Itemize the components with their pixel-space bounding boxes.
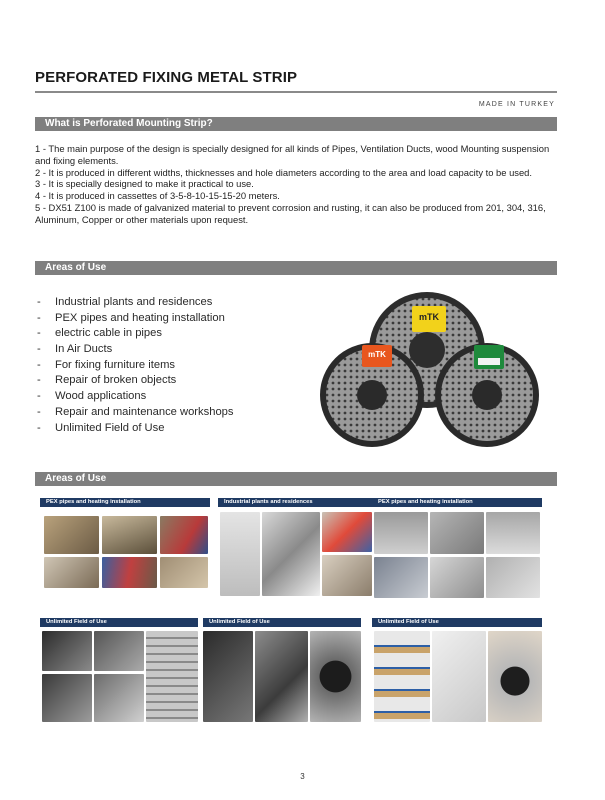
photo <box>322 512 372 552</box>
photo <box>160 557 208 588</box>
section-bar-what-is: What is Perforated Mounting Strip? <box>35 117 557 131</box>
list-item: - In Air Ducts <box>37 343 113 356</box>
areas-of-use-list <box>37 295 233 436</box>
list-item: - Repair and maintenance workshops <box>37 405 234 418</box>
title-divider <box>35 91 557 93</box>
photo <box>486 512 540 554</box>
photo <box>94 631 144 671</box>
photo <box>374 557 428 598</box>
photo <box>42 674 92 722</box>
list-item: - Unlimited Field of Use <box>37 421 165 434</box>
gallery-panel <box>218 498 373 598</box>
photo <box>146 631 198 722</box>
description-paragraph: 4 - It is produced in cassettes of 3-5-8-10-15-15-20 meters. <box>35 190 280 202</box>
gallery-panel <box>40 498 210 588</box>
photo <box>44 516 99 554</box>
photo <box>42 631 92 671</box>
panel-header: Unlimited Field of Use <box>372 618 542 627</box>
photo <box>262 512 320 596</box>
page-number: 3 <box>300 772 305 781</box>
photo <box>94 674 144 722</box>
description-paragraph: 1 - The main purpose of the design is specially designed for all kinds of Pipes, Ventilation Ducts, wood Mounting suspension and fixing elements. <box>35 143 550 166</box>
section-bar-areas-of-use: Areas of Use <box>35 261 557 275</box>
gallery-panel <box>203 618 361 722</box>
photo <box>310 631 361 722</box>
list-item: - PEX pipes and heating installation <box>37 311 225 324</box>
gallery-panel <box>372 618 542 722</box>
panel-header: PEX pipes and heating installation <box>40 498 210 507</box>
list-item: - electric cable in pipes <box>37 327 162 340</box>
photo <box>432 631 486 722</box>
photo <box>160 516 208 554</box>
photo <box>430 512 484 554</box>
list-item: - For fixing furniture items <box>37 358 175 371</box>
photo <box>486 557 540 598</box>
photo <box>220 512 260 596</box>
list-item: - Industrial plants and residences <box>37 296 213 308</box>
description-paragraph: 2 - It is produced in different widths, thicknesses and hole diameters according to the area and load capacity to be used. <box>35 166 532 178</box>
panel-header: PEX pipes and heating installation <box>372 498 542 507</box>
coil-logo-text: mTK <box>368 350 386 359</box>
gallery-panel <box>40 618 198 722</box>
list-item: - Wood applications <box>37 390 147 403</box>
photo <box>322 555 372 596</box>
photo <box>374 631 430 722</box>
coil-logo-text: mTK <box>419 312 439 322</box>
made-in-label: MADE IN TURKEY <box>478 101 555 108</box>
list-item: - Repair of broken objects <box>37 374 177 387</box>
panel-header: Industrial plants and residences <box>218 498 373 507</box>
panel-header: Unlimited Field of Use <box>40 618 198 627</box>
photo <box>488 631 542 722</box>
photo <box>203 631 253 722</box>
description-text <box>35 143 560 226</box>
page-title: PERFORATED FIXING METAL STRIP <box>35 69 298 86</box>
section-bar-areas-of-use-gallery: Areas of Use <box>35 472 557 486</box>
panel-header: Unlimited Field of Use <box>203 618 361 627</box>
description-paragraph: 3 - It is specially designed to make it practical to use. <box>35 178 254 190</box>
gallery-panel <box>372 498 542 598</box>
description-paragraph: 5 - DX51 Z100 is made of galvanized material to prevent corrosion and rusting, it can also be produced from 201, 304, 316, Aluminum, Copper or other materials upon request. <box>35 201 546 225</box>
photo <box>255 631 308 722</box>
product-coils-image <box>312 290 542 450</box>
photo <box>102 516 157 554</box>
photo <box>44 557 99 588</box>
photo <box>430 557 484 598</box>
photo <box>374 512 428 554</box>
photo <box>102 557 157 588</box>
